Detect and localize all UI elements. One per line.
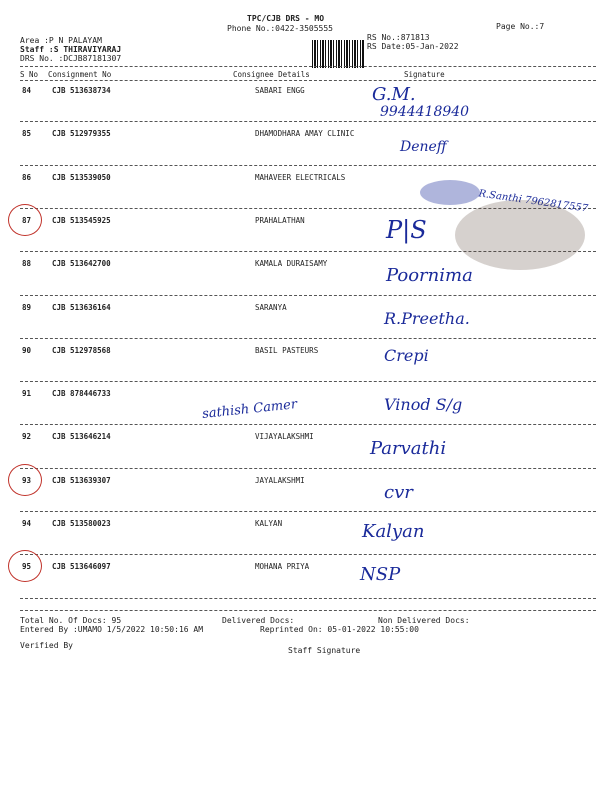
row-consignment-no: CJB 513545925 xyxy=(52,215,111,225)
row-sno: 88 xyxy=(22,259,32,269)
row-sno: 91 xyxy=(22,389,32,399)
row-sno: 86 xyxy=(22,172,32,182)
row-consignee: SARANYA xyxy=(255,302,287,312)
circle-mark-87 xyxy=(8,204,42,236)
report-title: TPC/CJB DRS - MO xyxy=(247,14,325,23)
col-header-sno: S No xyxy=(20,70,39,79)
divider xyxy=(20,66,596,67)
row-divider xyxy=(20,598,596,599)
rs-date: RS Date:05-Jan-2022 xyxy=(367,42,459,51)
row-signature: Kalyan xyxy=(362,521,425,542)
row-divider xyxy=(20,424,596,425)
row-signature: Vinod S/g xyxy=(384,395,463,415)
row-signature: Deneff xyxy=(400,139,447,156)
circle-mark-93 xyxy=(8,464,42,496)
row-consignment-no: CJB 513638734 xyxy=(52,86,111,95)
stain xyxy=(455,200,585,270)
page-number: Page No.:7 xyxy=(496,22,545,31)
row-divider xyxy=(20,338,596,339)
row-consignment-no: CJB 513636164 xyxy=(52,302,111,312)
row-divider xyxy=(20,295,596,296)
row-signature: cvr xyxy=(384,481,413,503)
row-consignment-no: CJB 512979355 xyxy=(52,129,111,139)
barcode xyxy=(312,40,364,68)
row-consignee: KAMALA DURAISAMY xyxy=(255,259,328,269)
row-sno: 89 xyxy=(22,302,32,312)
col-header-consignment: Consignment No xyxy=(48,70,112,79)
signature-side-91: sathish Camer xyxy=(201,397,298,422)
row-consignee: DHAMODHARA AMAY CLINIC xyxy=(255,129,355,139)
row-consignment-no: CJB 513646214 xyxy=(52,432,111,442)
delivered-docs: Delivered Docs: xyxy=(222,616,295,625)
row-signature: Poornima xyxy=(386,265,473,287)
row-sno: 90 xyxy=(22,345,32,355)
row-consignment-no: CJB 512978568 xyxy=(52,345,111,355)
verified-by: Verified By xyxy=(20,641,73,650)
row-divider xyxy=(20,554,596,555)
row-sno: 92 xyxy=(22,432,32,442)
row-consignment-no: CJB 513642700 xyxy=(52,259,111,269)
col-header-consignee: Consignee Details xyxy=(233,70,310,79)
circle-mark-95 xyxy=(8,550,42,582)
area: Area :P N PALAYAM xyxy=(20,36,102,45)
row-sno: 87 xyxy=(22,215,32,225)
row-consignee: KALYAN xyxy=(255,519,283,528)
row-sno: 94 xyxy=(22,519,32,528)
staff-signature-label: Staff Signature xyxy=(288,646,361,655)
row-consignment-no: CJB 513580023 xyxy=(52,519,111,528)
drs-number: DRS No. :DCJB87181307 xyxy=(20,54,122,63)
reprinted-on: Reprinted On: 05-01-2022 10:55:00 xyxy=(260,625,419,634)
col-header-signature: Signature xyxy=(404,70,445,79)
row-signature: Crepi xyxy=(384,345,429,365)
entered-by: Entered By :UMAMO 1/5/2022 10:50:16 AM xyxy=(20,625,204,634)
signature-phone-84: 9944418940 xyxy=(380,104,470,120)
rs-number: RS No.:871813 xyxy=(367,33,430,42)
staff: Staff :S THIRAVIYARAJ xyxy=(20,45,122,54)
row-divider xyxy=(20,511,596,512)
divider xyxy=(20,80,596,81)
row-consignee: VIJAYALAKSHMI xyxy=(255,432,314,442)
row-consignee: PRAHALATHAN xyxy=(255,215,305,225)
row-signature: P|S xyxy=(386,215,427,244)
row-divider xyxy=(20,165,596,166)
row-signature: G.M. xyxy=(372,84,416,105)
row-signature: R.Preetha. xyxy=(384,308,470,328)
row-consignee: MOHANA PRIYA xyxy=(255,562,310,572)
row-sno: 85 xyxy=(22,129,32,139)
scribble-mark xyxy=(420,180,480,205)
row-sno: 95 xyxy=(22,562,32,572)
non-delivered-docs: Non Delivered Docs: xyxy=(378,616,470,625)
row-consignment-no: CJB 878446733 xyxy=(52,389,111,399)
row-signature: Parvathi xyxy=(370,438,447,460)
row-consignment-no: CJB 513646097 xyxy=(52,562,111,572)
row-consignee: MAHAVEER ELECTRICALS xyxy=(255,172,346,182)
row-signature: NSP xyxy=(360,564,401,586)
row-consignee: JAYALAKSHMI xyxy=(255,475,305,485)
row-divider xyxy=(20,381,596,382)
row-divider xyxy=(20,121,596,122)
row-consignee: BASIL PASTEURS xyxy=(255,345,319,355)
row-divider xyxy=(20,468,596,469)
phone-number: Phone No.:0422-3505555 xyxy=(227,24,333,33)
row-consignment-no: CJB 513639307 xyxy=(52,475,111,485)
row-consignment-no: CJB 513539050 xyxy=(52,172,111,182)
row-sno: 84 xyxy=(22,86,32,95)
total-docs: Total No. Of Docs: 95 xyxy=(20,616,122,625)
row-consignee: SABARI ENGG xyxy=(255,86,305,95)
divider xyxy=(20,610,596,611)
row-sno: 93 xyxy=(22,475,32,485)
signature-side-86: R.Santhi 7962817557 xyxy=(477,188,589,215)
